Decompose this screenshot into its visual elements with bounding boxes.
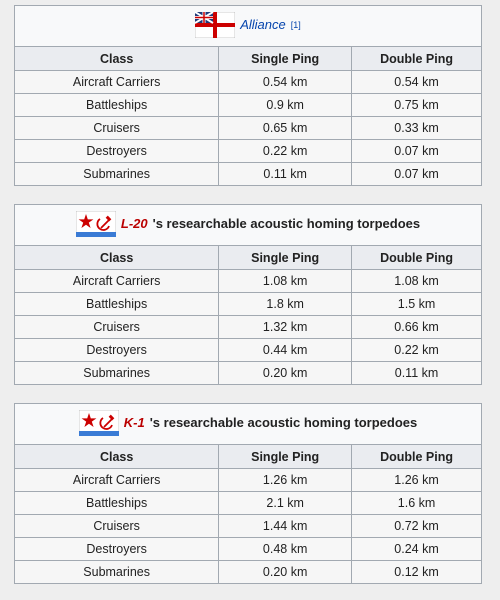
- cell-single: 0.22 km: [219, 140, 352, 163]
- header-double-ping: Double Ping: [352, 246, 482, 270]
- cell-single: 0.65 km: [219, 117, 352, 140]
- cell-single: 0.9 km: [219, 94, 352, 117]
- cell-class: Cruisers: [15, 117, 219, 140]
- cell-class: Destroyers: [15, 538, 219, 561]
- cell-class: Submarines: [15, 163, 219, 186]
- cell-double: 0.24 km: [352, 538, 482, 561]
- cell-double: 0.72 km: [352, 515, 482, 538]
- table-row: [15, 71, 482, 94]
- ping-table-k1: [14, 403, 482, 584]
- table-row: [15, 538, 482, 561]
- cell-class: Battleships: [15, 94, 219, 117]
- table-caption: [15, 6, 482, 47]
- cell-single: 1.8 km: [219, 293, 352, 316]
- table-row: [15, 270, 482, 293]
- cell-class: Battleships: [15, 492, 219, 515]
- cell-class: Submarines: [15, 362, 219, 385]
- white-ensign-flag-icon: [195, 12, 235, 38]
- table-row: [15, 316, 482, 339]
- table-row: [15, 94, 482, 117]
- table-row: [15, 561, 482, 584]
- header-class: Class: [15, 445, 219, 469]
- table-row: [15, 293, 482, 316]
- cell-double: 1.5 km: [352, 293, 482, 316]
- soviet-naval-flag-icon: [76, 211, 116, 237]
- cell-single: 1.26 km: [219, 469, 352, 492]
- cell-class: Submarines: [15, 561, 219, 584]
- cell-double: 0.66 km: [352, 316, 482, 339]
- ping-table-alliance: [14, 5, 482, 186]
- cell-double: 1.26 km: [352, 469, 482, 492]
- header-single-ping: Single Ping: [219, 445, 352, 469]
- soviet-naval-flag-icon: [79, 410, 119, 436]
- ship-link-k1[interactable]: K-1: [123, 415, 145, 430]
- table-caption: [15, 404, 482, 445]
- table-row: [15, 362, 482, 385]
- ship-link-l20[interactable]: L-20: [120, 216, 148, 231]
- cell-double: 0.07 km: [352, 140, 482, 163]
- cell-double: 1.6 km: [352, 492, 482, 515]
- cell-class: Destroyers: [15, 140, 219, 163]
- table-row: [15, 469, 482, 492]
- cell-class: Aircraft Carriers: [15, 270, 219, 293]
- ping-table-l20: [14, 204, 482, 385]
- cell-double: 0.07 km: [352, 163, 482, 186]
- caption-text: 's researchable acoustic homing torpedoes: [149, 415, 418, 430]
- cell-class: Aircraft Carriers: [15, 469, 219, 492]
- table-row: [15, 117, 482, 140]
- cell-single: 0.20 km: [219, 561, 352, 584]
- cell-single: 0.20 km: [219, 362, 352, 385]
- header-single-ping: Single Ping: [219, 47, 352, 71]
- cell-double: 1.08 km: [352, 270, 482, 293]
- cell-double: 0.54 km: [352, 71, 482, 94]
- cell-class: Destroyers: [15, 339, 219, 362]
- cell-single: 0.44 km: [219, 339, 352, 362]
- cell-single: 1.44 km: [219, 515, 352, 538]
- cell-class: Battleships: [15, 293, 219, 316]
- cell-single: 2.1 km: [219, 492, 352, 515]
- cell-single: 1.32 km: [219, 316, 352, 339]
- cell-class: Aircraft Carriers: [15, 71, 219, 94]
- header-class: Class: [15, 246, 219, 270]
- header-single-ping: Single Ping: [219, 246, 352, 270]
- cell-class: Cruisers: [15, 515, 219, 538]
- cell-single: 0.48 km: [219, 538, 352, 561]
- cell-double: 0.22 km: [352, 339, 482, 362]
- table-row: [15, 163, 482, 186]
- table-caption: [15, 205, 482, 246]
- cell-class: Cruisers: [15, 316, 219, 339]
- caption-text: 's researchable acoustic homing torpedoes: [152, 216, 421, 231]
- header-class: Class: [15, 47, 219, 71]
- header-double-ping: Double Ping: [352, 445, 482, 469]
- table-row: [15, 339, 482, 362]
- table-row: [15, 492, 482, 515]
- table-row: [15, 140, 482, 163]
- cell-double: 0.11 km: [352, 362, 482, 385]
- cell-double: 0.75 km: [352, 94, 482, 117]
- cell-double: 0.33 km: [352, 117, 482, 140]
- header-double-ping: Double Ping: [352, 47, 482, 71]
- table-row: [15, 515, 482, 538]
- cell-single: 0.54 km: [219, 71, 352, 94]
- ship-link-alliance[interactable]: Alliance: [240, 17, 286, 32]
- cell-single: 1.08 km: [219, 270, 352, 293]
- cell-single: 0.11 km: [219, 163, 352, 186]
- reference-link[interactable]: [1]: [290, 19, 301, 30]
- cell-double: 0.12 km: [352, 561, 482, 584]
